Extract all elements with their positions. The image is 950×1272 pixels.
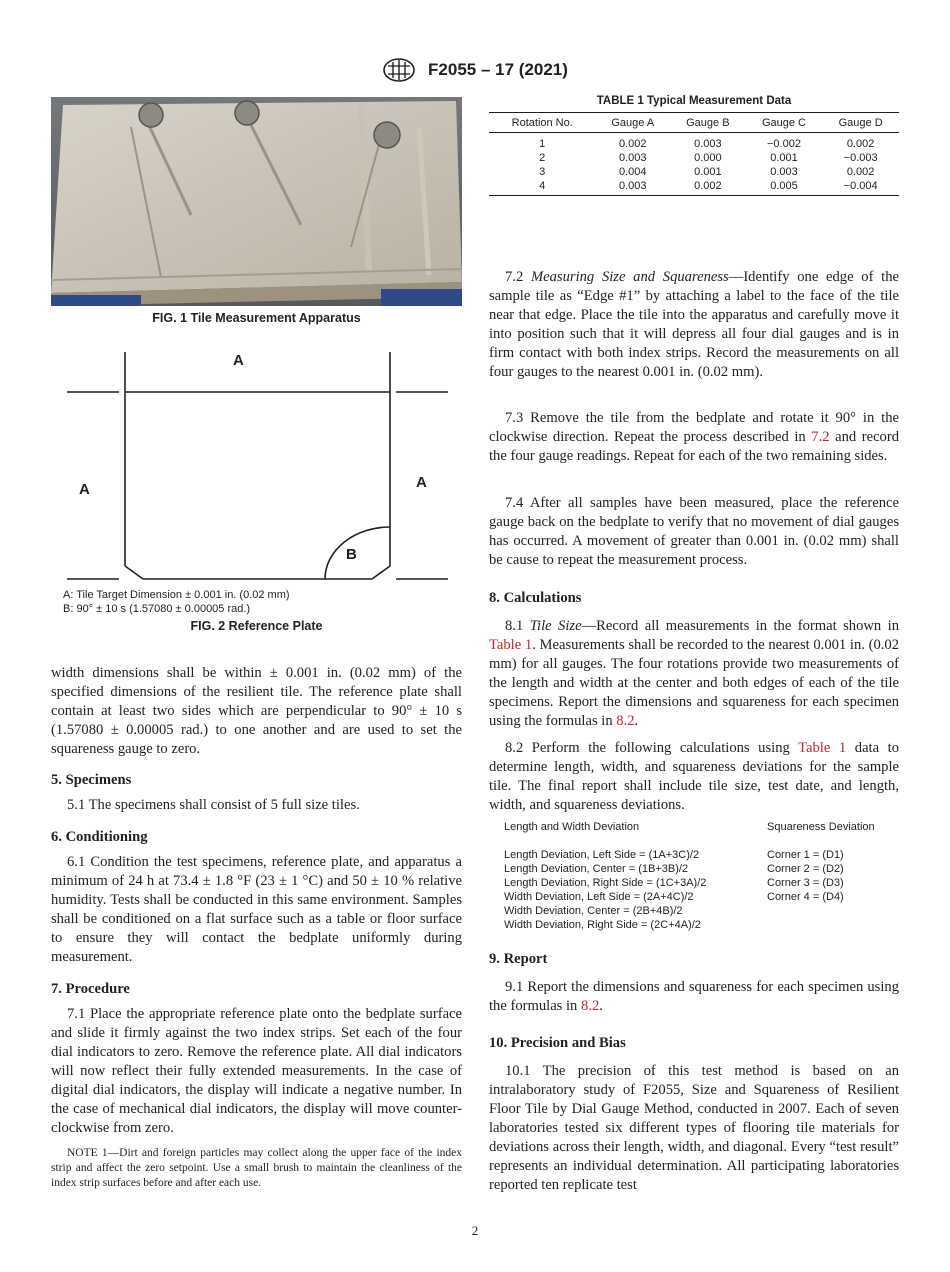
table-cell: 1: [539, 138, 546, 150]
section-7-2-title: Measuring Size and Squareness: [530, 269, 729, 285]
formula-item: Corner 2 = (D2): [767, 863, 844, 875]
table-cell: 0.005: [746, 179, 823, 196]
section-7-2: [489, 268, 899, 382]
link-table-1[interactable]: Table 1: [798, 740, 847, 756]
table-cell: 0.003: [595, 179, 670, 196]
section-7-heading: 7. Procedure: [51, 981, 130, 997]
fig1-caption: FIG. 1 Tile Measurement Apparatus: [152, 311, 361, 325]
formulas-right-heading: Squareness Deviation: [767, 821, 875, 833]
dimension-label-top: A: [233, 352, 244, 369]
squareness-formula-list: [767, 848, 844, 904]
section-7-1: 7.1 Place the appropriate reference plate onto the bedplate surface and slide it firmly against the two index strips. Set each of the four dial indicators to zero. Remove the reference plate. All dial indicators will now reflect their fully extended measurements. In the case of digital dial indicators, the display will indicate a negative number. In the case of mechanical dial indicators, the display will move counter-clockwise from zero.: [51, 1006, 462, 1136]
table-row: [489, 165, 899, 179]
table-row: [489, 179, 899, 196]
formulas-left-heading: Length and Width Deviation: [504, 821, 640, 833]
formula-item: Width Deviation, Right Side = (2C+4A)/2: [504, 919, 701, 931]
fig2-caption: FIG. 2 Reference Plate: [190, 619, 323, 633]
formula-item: Corner 3 = (D3): [767, 877, 844, 889]
table-row: [489, 133, 899, 152]
table-cell: 0.003: [694, 138, 722, 150]
fig2-legend-b: B: 90° ± 10 s (1.57080 ± 0.00005 rad.): [63, 603, 251, 615]
section-9-heading: 9. Report: [489, 951, 548, 967]
page-number: 2: [471, 1223, 479, 1238]
section-5-1: 5.1 The specimens shall consist of 5 full size tiles.: [67, 797, 360, 813]
length-width-formula-list: [504, 848, 706, 932]
section-7-2-number: 7.2: [505, 269, 524, 285]
formula-item: Corner 4 = (D4): [767, 891, 844, 903]
section-8-1-number: 8.1: [505, 618, 524, 634]
table-cell: 3: [539, 166, 546, 178]
table-cell: −0.004: [822, 179, 899, 196]
formula-item: Width Deviation, Center = (2B+4B)/2: [504, 905, 683, 917]
column-header: Gauge B: [670, 113, 746, 133]
formula-item: Length Deviation, Right Side = (1C+3A)/2: [504, 877, 707, 889]
table1-title: TABLE 1 Typical Measurement Data: [596, 95, 792, 107]
section-8-1-text-end: .: [634, 713, 639, 729]
table-cell: 0.000: [694, 152, 722, 164]
dimension-label-right: A: [416, 474, 427, 491]
column-header: Gauge A: [595, 113, 670, 133]
table-cell: 2: [539, 152, 546, 164]
formula-item: Length Deviation, Center = (1B+3B)/2: [504, 863, 689, 875]
formula-item: Corner 1 = (D1): [767, 849, 844, 861]
formula-item: Length Deviation, Left Side = (1A+3C)/2: [504, 849, 700, 861]
table-cell: −0.002: [766, 138, 801, 150]
section-10-1: 10.1 The precision of this test method is based on an intralaboratory study of F2055, Size and Squareness of Resilient Floor Tile by Dial Gauge Method, conducted in 2007. Each of seven laboratories tested six different types of flooring tile materials for deviations across their length, width, and diagonal. Every “test result” represents an individual determination. All participating laboratories reported ten replicate test: [489, 1063, 899, 1193]
link-section-8-2[interactable]: 8.2: [616, 713, 635, 729]
column-header: Gauge C: [746, 113, 823, 133]
section-7-3-text: 7.3 Remove the tile from the bedplate and rotate it 90° in the clockwise direction. Repeat the process described in: [489, 410, 899, 445]
section-9-1-text-end: .: [599, 998, 603, 1014]
link-section-7-2[interactable]: 7.2: [811, 429, 830, 445]
note-1: NOTE 1—Dirt and foreign particles may collect along the upper face of the index strip and affect the zero setpoint. Use a small brush to maintain the cleanliness of the index strip surfaces before and after each use.: [51, 1147, 462, 1189]
section-8-2: [489, 739, 899, 815]
angle-label-corner: B: [346, 546, 357, 563]
section-8-2-text-end: data to determine length, width, and squareness deviations for the sample tile. The final report shall include tile size, test date, and length, width, and squareness deviations.: [489, 740, 899, 813]
table-cell: 4: [489, 179, 595, 196]
table-header-row: [489, 113, 899, 133]
typical-measurement-table: [489, 112, 899, 196]
link-section-8-2[interactable]: 8.2: [581, 998, 600, 1014]
table-cell: 0.002: [846, 166, 875, 178]
section-9-1-text: 9.1 Report the dimensions and squareness for each specimen using the formulas in: [489, 979, 899, 1014]
tile-measurement-apparatus-photo: [51, 97, 462, 306]
table-cell: 0.001: [694, 166, 722, 178]
reference-plate-diagram: [51, 340, 462, 590]
table-cell: 0.002: [619, 138, 647, 150]
page-header: [0, 57, 950, 83]
table-row: [489, 151, 899, 165]
section-8-1-text: —Record all measurements in the format shown in: [581, 618, 899, 634]
section-7-2-body: —Identify one edge of the sample tile as “Edge #1” by attaching a label to the face of the tile near that edge. Place the tile into the apparatus and carefully move it into position such that it will depress all four dial gauges and is in firm contact with both index strips. Record the measurements on all four gauges to the nearest 0.001 in. (0.02 mm).: [489, 269, 899, 380]
section-7-3-text-end: and record the four gauge readings. Repeat for each of the two remaining sides.: [489, 429, 899, 464]
paragraph-continued: width dimensions shall be within ± 0.001 in. (0.02 mm) of the specified dimensions of the resilient tile. The reference plate shall contain at least two sides which are perpendicular to 90° ± 10 s (1.57080 ± 0.00005 rad.) to one another and are used to set the squareness gauge to zero.: [51, 665, 462, 757]
column-header: Rotation No.: [489, 113, 595, 133]
table-cell: 0.003: [770, 166, 798, 178]
table-cell: 0.001: [770, 152, 798, 164]
section-8-2-text: 8.2 Perform the following calculations using: [505, 740, 799, 756]
column-header: Gauge D: [822, 113, 899, 133]
section-5-heading: 5. Specimens: [51, 772, 132, 788]
dimension-label-left: A: [79, 481, 90, 498]
astm-logo-icon: [382, 57, 416, 83]
section-6-1: 6.1 Condition the test specimens, reference plate, and apparatus a minimum of 24 h at 73.4 ± 1.8 °F (23 ± 1 °C) and 50 ± 10 % relative humidity. Tests shall be conducted in this same environment. Samples shall be conditioned on a flat surface such as a table or floor surface to ensure they will contact the bedplate uniformly during measurement.: [51, 854, 462, 965]
table-cell: 0.002: [846, 138, 875, 150]
table-cell: 0.002: [670, 179, 746, 196]
section-6-heading: 6. Conditioning: [51, 829, 148, 845]
table-cell: 0.003: [619, 152, 647, 164]
table-cell: 0.004: [619, 166, 647, 178]
formula-item: Width Deviation, Left Side = (2A+4C)/2: [504, 891, 694, 903]
section-8-1-text-mid: . Measurements shall be recorded to the nearest 0.001 in. (0.02 mm) for all gauges. The four rotations provide two measurements of the length and width at the center and both edges of each of the tile specimens. Report the dimensions and squareness for each specimen using the formulas in: [489, 637, 899, 729]
fig2-legend-a: A: Tile Target Dimension ± 0.001 in. (0.02 mm): [63, 589, 290, 601]
document-designation: F2055 – 17 (2021): [428, 60, 568, 79]
section-10-heading: 10. Precision and Bias: [489, 1035, 626, 1051]
section-9-1: [489, 978, 899, 1016]
section-7-3: [489, 409, 899, 466]
section-8-heading: 8. Calculations: [489, 590, 582, 606]
link-table-1[interactable]: Table 1: [489, 637, 533, 653]
section-7-4: 7.4 After all samples have been measured, place the reference gauge back on the bedplate to verify that no movement of dial gauges has occurred. A movement of greater than 0.001 in. (0.02 mm) shall be cause to repeat the measurement process.: [489, 495, 899, 568]
table-cell: −0.003: [843, 152, 878, 164]
section-8-1-title: Tile Size: [529, 618, 582, 634]
section-8-1: [489, 617, 899, 731]
